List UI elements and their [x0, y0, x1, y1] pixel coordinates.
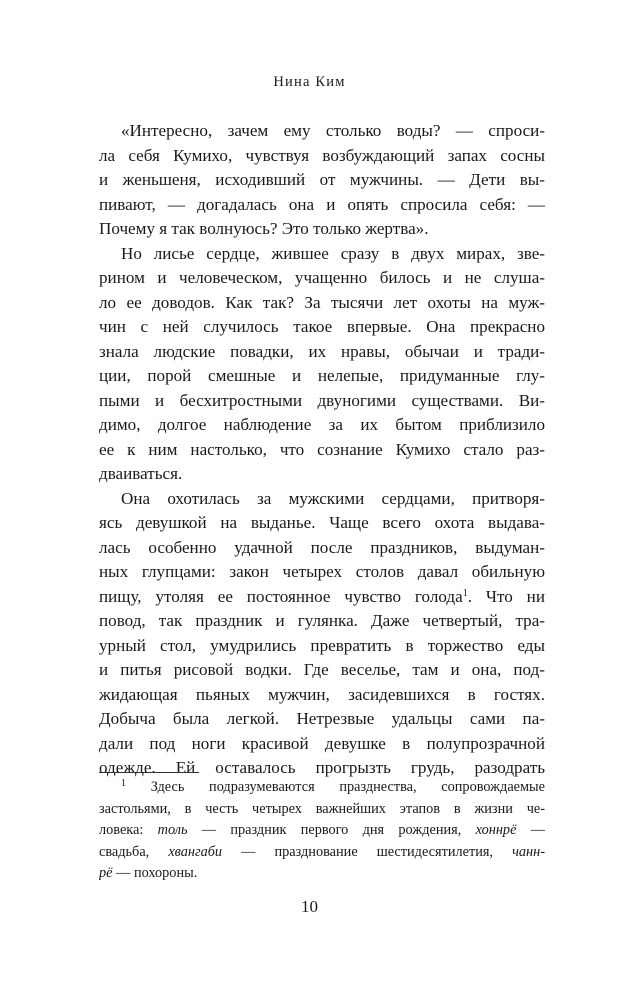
- text-line: жидающая пьяных мужчин, засидевшихся в гостях.: [99, 684, 545, 704]
- text-line: ло ее доводов. Как так? За тысячи лет охоты на муж-: [99, 292, 545, 312]
- footnote-line: [99, 777, 545, 799]
- running-head-author: Нина Ким: [273, 74, 346, 90]
- text-line: урный стол, умудрились превратить в торжество еды: [99, 635, 545, 655]
- term-hwangabi: хвангаби: [168, 843, 223, 860]
- text-line: чин с ней случилось такое впервые. Она прекрасно: [99, 317, 545, 336]
- text-line: Но лисье сердце, жившее сразу в двух мирах, зве-: [121, 243, 545, 263]
- term-tol: толь: [157, 822, 188, 838]
- text-line: ясь девушкой на выданье. Чаще всего охота выдава-: [99, 513, 545, 532]
- text-span: . Что ни: [467, 586, 545, 606]
- text-span: пищу, утоляя ее постоянное чувство голода: [99, 586, 463, 606]
- footnote-line: застольями, в честь четырех важнейших этапов в жизни че-: [99, 800, 545, 817]
- term-channryo-end: рё: [99, 865, 113, 881]
- text-line: знала людские повадки, их нравы, обычаи и тради-: [99, 341, 545, 361]
- text-line: Она охотилась за мужскими сердцами, притворя-: [121, 488, 545, 508]
- text-line: дваиваться.: [99, 464, 183, 483]
- text-line: димо, долгое наблюдение за их бытом приблизило: [99, 415, 545, 434]
- footnote-line: [99, 820, 545, 842]
- text-span: Здесь подразумеваются празднества, сопровождаемые: [150, 779, 545, 795]
- footnote-divider: [99, 772, 199, 773]
- text-line: повод, так праздник и гулянка. Даже четвертый, тра-: [99, 611, 545, 630]
- text-line: «Интересно, зачем ему столько воды? — спроси-: [121, 121, 545, 140]
- text-line: и женьшеня, исходивший от мужчины. — Дети вы-: [99, 170, 545, 189]
- text-line: дали под ноги красивой девушке в полупрозрачной: [99, 733, 545, 753]
- text-span: — похороны.: [112, 865, 198, 881]
- text-span: свадьба,: [99, 843, 169, 860]
- text-line: ла себя Кумихо, чувствуя возбуждающий запах сосны: [99, 145, 545, 165]
- footnote-reference[interactable]: 1: [462, 587, 468, 599]
- text-line: пивают, — догадалась она и опять спросила себя: —: [99, 194, 545, 214]
- text-line: ее к ним настолько, что сознание Кумихо стало раз-: [99, 439, 545, 459]
- main-text: [99, 119, 545, 781]
- text-line: и питья рисовой водки. Где веселье, там и она, под-: [99, 660, 545, 679]
- footnote: [99, 777, 545, 885]
- page-number: 10: [301, 897, 318, 916]
- footnote-number: 1: [121, 778, 126, 789]
- text-line: лась особенно удачной после праздников, выдуман-: [99, 537, 545, 557]
- footnote-line: [99, 863, 545, 885]
- text-line: рином и человеческом, учащенно билось и не слуша-: [99, 268, 545, 287]
- text-line: одежде. Ей оставалось прогрызть грудь, разодрать: [99, 758, 545, 777]
- term-channryo: чанн-: [512, 843, 545, 860]
- text-line: Почему я так волнуюсь? Это только жертва».: [99, 219, 429, 238]
- footnote-line: [99, 842, 545, 864]
- term-honnryo: хоннрё: [475, 822, 517, 838]
- text-line: пыми и бесхитростными двуногими существами. Ви-: [99, 390, 545, 410]
- text-span: — празднование шестидесятилетия,: [222, 843, 513, 860]
- text-line: ных глупцами: закон четырех столов давал обильную: [99, 562, 545, 581]
- text-span: — праздник первого дня рождения,: [187, 822, 476, 838]
- text-span: —: [516, 822, 545, 838]
- text-line: [99, 585, 545, 610]
- text-span: ловека:: [99, 822, 158, 838]
- text-line: ции, порой смешные и нелепые, придуманные глу-: [99, 366, 545, 385]
- text-line: Добыча была легкой. Нетрезвые удальцы сами па-: [99, 709, 545, 728]
